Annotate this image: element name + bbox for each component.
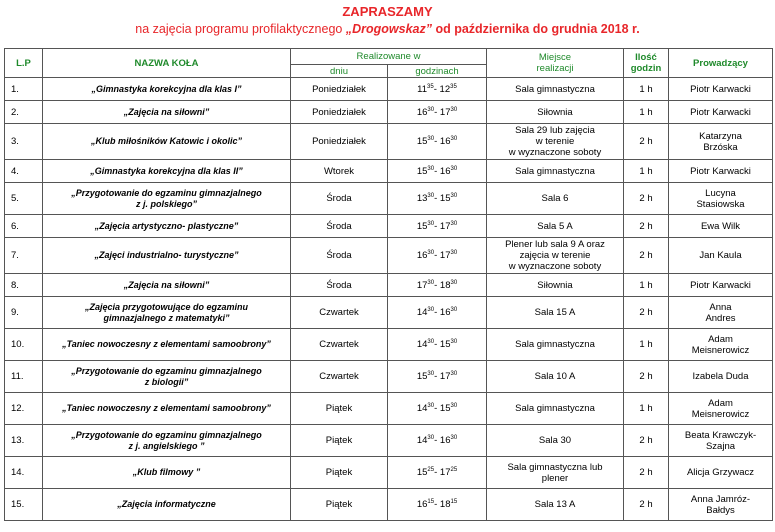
end-minute: 30 <box>450 434 458 441</box>
end-hour: 17 <box>439 371 451 382</box>
row-place: Sala 10 A <box>487 361 624 393</box>
row-hour-count: 1 h <box>624 329 669 361</box>
row-day: Środa <box>291 238 388 274</box>
start-hour: 15 <box>416 467 428 478</box>
row-number: 1. <box>5 78 43 101</box>
row-hour-count: 2 h <box>624 489 669 521</box>
start-minute: 30 <box>427 192 435 199</box>
row-day: Środa <box>291 274 388 297</box>
row-day: Poniedziałek <box>291 101 388 124</box>
row-number: 11. <box>5 361 43 393</box>
end-hour: 17 <box>439 250 451 261</box>
club-name: „Gimnastyka korekcyjna dla klas II” <box>43 160 291 183</box>
start-hour: 13 <box>416 193 428 204</box>
hours-dash: - <box>434 371 440 382</box>
col-count: Ilość godzin <box>624 49 669 78</box>
row-day: Środa <box>291 183 388 215</box>
start-hour: 14 <box>416 435 428 446</box>
end-minute: 30 <box>450 338 458 345</box>
row-hour-count: 2 h <box>624 361 669 393</box>
club-name: „Zajęcia przygotowujące do egzaminu gimnazjalnego z matematyki” <box>43 297 291 329</box>
start-minute: 30 <box>427 306 435 313</box>
table-row <box>5 274 773 297</box>
end-minute: 30 <box>450 165 458 172</box>
row-hour-count: 1 h <box>624 78 669 101</box>
row-leader: Adam Meisnerowicz <box>669 393 773 425</box>
program-name: „Drogowskaz” <box>345 22 432 36</box>
hours-dash: - <box>434 467 440 478</box>
table-row <box>5 297 773 329</box>
table-row <box>5 489 773 521</box>
row-place: Sala gimnastyczna <box>487 78 624 101</box>
row-day: Czwartek <box>291 361 388 393</box>
row-hours <box>388 361 487 393</box>
row-hours <box>388 238 487 274</box>
hours-dash: - <box>434 499 440 510</box>
row-day: Środa <box>291 215 388 238</box>
row-leader: Alicja Grzywacz <box>669 457 773 489</box>
row-hour-count: 1 h <box>624 274 669 297</box>
row-leader: Piotr Karwacki <box>669 274 773 297</box>
end-minute: 15 <box>450 498 458 505</box>
schedule-table <box>4 48 773 521</box>
club-name: „Przygotowanie do egzaminu gimnazjalnego z biologii” <box>43 361 291 393</box>
row-leader: Adam Meisnerowicz <box>669 329 773 361</box>
row-day: Poniedziałek <box>291 124 388 160</box>
row-place: Sala 5 A <box>487 215 624 238</box>
row-place: Sala 29 lub zajęcia w terenie w wyznaczone soboty <box>487 124 624 160</box>
row-day: Piątek <box>291 489 388 521</box>
row-place: Plener lub sala 9 A oraz zajęcia w terenie w wyznaczone soboty <box>487 238 624 274</box>
start-hour: 11 <box>417 83 428 95</box>
col-name: NAZWA KOŁA <box>43 49 291 78</box>
table-row <box>5 183 773 215</box>
table-row <box>5 457 773 489</box>
end-hour: 17 <box>439 106 451 118</box>
start-hour: 16 <box>416 250 428 261</box>
row-place: Sala 13 A <box>487 489 624 521</box>
row-hours <box>388 425 487 457</box>
row-number: 7. <box>5 238 43 274</box>
row-day: Piątek <box>291 393 388 425</box>
row-leader: Piotr Karwacki <box>669 78 773 101</box>
start-minute: 35 <box>427 83 434 90</box>
end-hour: 16 <box>439 307 451 318</box>
row-day: Wtorek <box>291 160 388 183</box>
club-name: „Taniec nowoczesny z elementami samoobrony” <box>43 393 291 425</box>
start-hour: 15 <box>416 371 428 382</box>
hours-dash: - <box>434 193 440 204</box>
row-hours <box>388 215 487 238</box>
row-hours <box>388 78 487 101</box>
hours-dash: - <box>434 307 440 318</box>
col-leader: Prowadzący <box>669 49 773 78</box>
row-number: 15. <box>5 489 43 521</box>
row-place: Sala gimnastyczna <box>487 393 624 425</box>
end-minute: 30 <box>450 135 458 142</box>
row-hours <box>388 160 487 183</box>
col-lp: L.P <box>5 49 43 78</box>
col-realized: Realizowane w <box>291 49 487 65</box>
table-row <box>5 393 773 425</box>
start-hour: 17 <box>416 279 428 291</box>
row-number: 10. <box>5 329 43 361</box>
row-place: Sala 6 <box>487 183 624 215</box>
row-number: 3. <box>5 124 43 160</box>
row-leader: Izabela Duda <box>669 361 773 393</box>
end-hour: 16 <box>439 136 451 147</box>
end-minute: 30 <box>450 306 458 313</box>
row-leader: Piotr Karwacki <box>669 101 773 124</box>
end-minute: 30 <box>450 370 458 377</box>
row-hour-count: 2 h <box>624 238 669 274</box>
start-minute: 30 <box>427 135 435 142</box>
hours-dash: - <box>434 403 440 414</box>
end-minute: 30 <box>450 402 458 409</box>
hours-dash: - <box>434 250 440 261</box>
end-hour: 18 <box>439 279 451 291</box>
hours-dash: - <box>434 339 440 350</box>
club-name: „Taniec nowoczesny z elementami samoobrony” <box>43 329 291 361</box>
row-number: 12. <box>5 393 43 425</box>
row-leader: Jan Kaula <box>669 238 773 274</box>
hours-dash: - <box>434 136 440 147</box>
end-minute: 25 <box>450 466 458 473</box>
start-minute: 30 <box>427 402 435 409</box>
start-minute: 30 <box>427 279 435 286</box>
row-hour-count: 1 h <box>624 160 669 183</box>
row-number: 4. <box>5 160 43 183</box>
start-hour: 15 <box>416 165 428 177</box>
hours-dash: - <box>434 220 440 232</box>
row-hours <box>388 183 487 215</box>
club-name: „Klub miłośników Katowic i okolic” <box>43 124 291 160</box>
start-minute: 30 <box>427 106 435 113</box>
row-place: Siłownia <box>487 274 624 297</box>
end-hour: 15 <box>439 339 451 350</box>
start-hour: 14 <box>416 339 428 350</box>
hours-dash: - <box>434 165 440 177</box>
club-name: „Zajęcia informatyczne <box>43 489 291 521</box>
end-minute: 30 <box>450 106 458 113</box>
end-hour: 15 <box>439 193 451 204</box>
row-number: 6. <box>5 215 43 238</box>
row-hour-count: 2 h <box>624 215 669 238</box>
hours-dash: - <box>433 83 440 95</box>
start-minute: 30 <box>427 220 435 227</box>
col-place: Miejsce realizacji <box>487 49 624 78</box>
table-row <box>5 124 773 160</box>
row-number: 8. <box>5 274 43 297</box>
col-hours: godzinach <box>388 65 487 78</box>
row-hours <box>388 393 487 425</box>
row-leader: Piotr Karwacki <box>669 160 773 183</box>
end-hour: 18 <box>439 499 451 510</box>
row-day: Poniedziałek <box>291 78 388 101</box>
table-row <box>5 361 773 393</box>
table-row <box>5 425 773 457</box>
hours-dash: - <box>434 435 440 446</box>
start-minute: 30 <box>427 165 435 172</box>
table-row <box>5 160 773 183</box>
col-day: dniu <box>291 65 388 78</box>
club-name: „Gimnastyka korekcyjna dla klas I” <box>43 78 291 101</box>
row-hours <box>388 457 487 489</box>
row-hours <box>388 489 487 521</box>
row-leader: Lucyna Stasiowska <box>669 183 773 215</box>
club-name: „Przygotowanie do egzaminu gimnazjalnego z j. polskiego” <box>43 183 291 215</box>
start-minute: 30 <box>427 370 435 377</box>
table-row <box>5 78 773 101</box>
club-name: „Zajęcia na siłowni” <box>43 101 291 124</box>
hours-dash: - <box>434 279 440 291</box>
row-leader: Ewa Wilk <box>669 215 773 238</box>
club-name: „Zajęcia artystyczno- plastyczne” <box>43 215 291 238</box>
row-hour-count: 2 h <box>624 183 669 215</box>
row-number: 2. <box>5 101 43 124</box>
end-hour: 16 <box>439 165 451 177</box>
start-hour: 14 <box>416 307 428 318</box>
start-minute: 30 <box>427 249 435 256</box>
row-place: Sala gimnastyczna lub plener <box>487 457 624 489</box>
row-leader: Katarzyna Brzóska <box>669 124 773 160</box>
start-minute: 15 <box>427 498 435 505</box>
start-minute: 25 <box>427 466 435 473</box>
row-day: Piątek <box>291 425 388 457</box>
end-hour: 17 <box>439 220 451 232</box>
end-hour: 15 <box>439 403 451 414</box>
row-hours <box>388 297 487 329</box>
end-minute: 30 <box>450 249 458 256</box>
club-name: „Przygotowanie do egzaminu gimnazjalnego z j. angielskiego ” <box>43 425 291 457</box>
club-name: „Zajęci industrialno- turystyczne” <box>43 238 291 274</box>
end-minute: 30 <box>450 279 458 286</box>
row-hour-count: 2 h <box>624 124 669 160</box>
row-place: Sala 15 A <box>487 297 624 329</box>
row-day: Czwartek <box>291 297 388 329</box>
row-place: Sala gimnastyczna <box>487 160 624 183</box>
row-number: 14. <box>5 457 43 489</box>
row-hours <box>388 124 487 160</box>
row-hours <box>388 329 487 361</box>
row-leader: Beata Krawczyk- Szajna <box>669 425 773 457</box>
end-minute: 35 <box>450 83 457 90</box>
end-hour: 12 <box>439 83 451 95</box>
row-place: Sala 30 <box>487 425 624 457</box>
start-minute: 30 <box>427 434 435 441</box>
page-subtitle <box>0 22 775 36</box>
table-row <box>5 215 773 238</box>
row-place: Sala gimnastyczna <box>487 329 624 361</box>
table-row <box>5 329 773 361</box>
row-place: Siłownia <box>487 101 624 124</box>
page-title: ZAPRASZAMY <box>342 4 433 19</box>
end-hour: 16 <box>439 435 451 446</box>
schedule-rows <box>5 78 773 521</box>
table-row <box>5 101 773 124</box>
row-hour-count: 1 h <box>624 393 669 425</box>
row-hour-count: 2 h <box>624 425 669 457</box>
row-hours <box>388 274 487 297</box>
start-hour: 15 <box>416 136 428 147</box>
row-hour-count: 2 h <box>624 457 669 489</box>
row-day: Czwartek <box>291 329 388 361</box>
club-name: „Zajęcia na siłowni” <box>43 274 291 297</box>
start-hour: 14 <box>416 403 428 414</box>
club-name: „Klub filmowy ” <box>43 457 291 489</box>
row-hour-count: 1 h <box>624 101 669 124</box>
subtitle-prefix: na zajęcia programu profilaktycznego <box>135 22 343 36</box>
row-number: 9. <box>5 297 43 329</box>
start-hour: 16 <box>416 106 428 118</box>
row-day: Piątek <box>291 457 388 489</box>
start-minute: 30 <box>427 338 435 345</box>
start-hour: 16 <box>416 499 428 510</box>
subtitle-dates: od października do grudnia 2018 r. <box>435 22 640 36</box>
row-hours <box>388 101 487 124</box>
row-number: 13. <box>5 425 43 457</box>
end-minute: 30 <box>450 220 458 227</box>
start-hour: 15 <box>416 220 428 232</box>
row-hour-count: 2 h <box>624 297 669 329</box>
end-minute: 30 <box>450 192 458 199</box>
hours-dash: - <box>434 106 440 118</box>
table-row <box>5 238 773 274</box>
row-leader: Anna Andres <box>669 297 773 329</box>
row-number: 5. <box>5 183 43 215</box>
end-hour: 17 <box>439 467 451 478</box>
row-leader: Anna Jamróz- Bałdys <box>669 489 773 521</box>
